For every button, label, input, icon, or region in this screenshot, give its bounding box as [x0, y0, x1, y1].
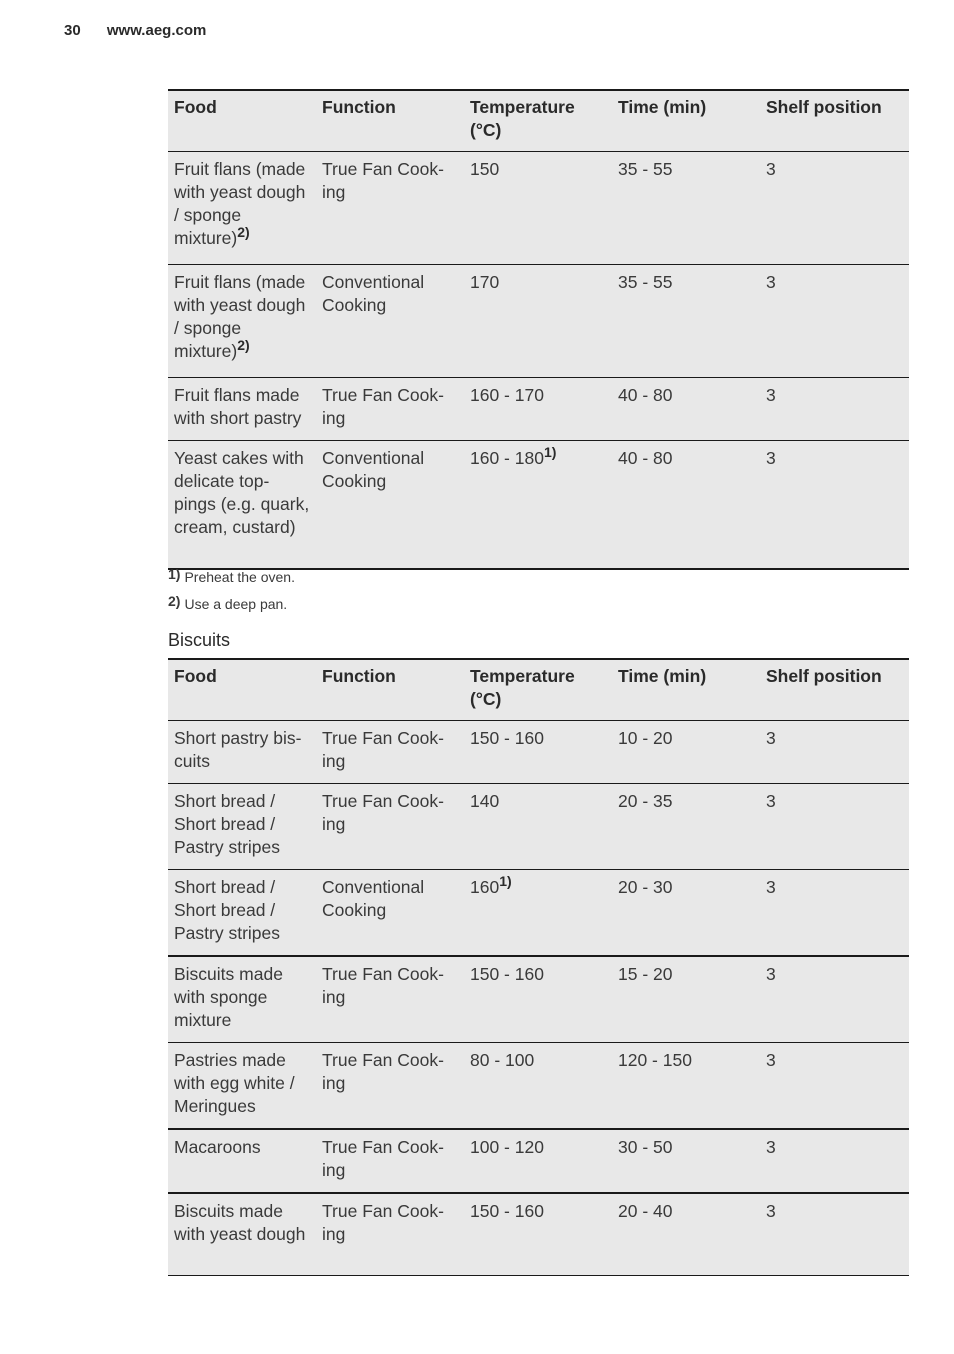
table-row [168, 870, 909, 957]
cell-shelf: 3 [766, 448, 776, 468]
cell-temperature: 170 [470, 272, 500, 292]
cell-food: Yeast cakes with delicate top-pings (e.g. quark, cream, custard) [174, 448, 310, 537]
table-row [168, 784, 909, 870]
table-row [168, 152, 909, 265]
cell-shelf: 3 [766, 964, 776, 984]
col-time: Time (min) [618, 666, 707, 686]
table-row [168, 721, 909, 784]
cell-food: Fruit flans made with short pastry [174, 385, 302, 428]
footnote-2: 2) Use a deep pan. [168, 593, 288, 612]
cell-shelf: 3 [766, 385, 776, 405]
footnote-1: 1) Preheat the oven. [168, 566, 295, 585]
cell-food: Short bread / Short bread / Pastry stripes [174, 791, 280, 857]
cell-time: 40 - 80 [618, 448, 673, 468]
cell-shelf: 3 [766, 728, 776, 748]
cell-temperature: 150 [470, 159, 500, 179]
table-header-row [168, 659, 909, 721]
cell-time: 20 - 40 [618, 1201, 673, 1221]
col-temperature: Temperature (°C) [470, 666, 575, 709]
cell-function: True Fan Cook-ing [322, 1137, 444, 1180]
table-row [168, 265, 909, 378]
cell-temperature: 80 - 100 [470, 1050, 535, 1070]
cell-shelf: 3 [766, 272, 776, 292]
table-header-row [168, 90, 909, 152]
cell-temperature: 100 - 120 [470, 1137, 544, 1157]
cell-temperature: 160$^{1)}$ [470, 873, 512, 897]
col-temperature: Temperature (°C) [470, 97, 575, 140]
cell-function: Conventional Cooking [322, 448, 425, 491]
col-shelf: Shelf position [766, 666, 882, 686]
cell-function: True Fan Cook-ing [322, 159, 444, 202]
cell-function: True Fan Cook-ing [322, 791, 444, 834]
col-time: Time (min) [618, 97, 707, 117]
cell-function: True Fan Cook-ing [322, 1201, 444, 1244]
page-header [64, 22, 206, 39]
cell-function: True Fan Cook-ing [322, 385, 444, 428]
table-row [168, 1129, 909, 1193]
cell-shelf: 3 [766, 877, 776, 897]
cell-time: 20 - 35 [618, 791, 673, 811]
cell-temperature: 150 - 160 [470, 728, 544, 748]
table-row [168, 1043, 909, 1130]
cell-food: Short bread / Short bread / Pastry stripes [174, 877, 280, 943]
cell-shelf: 3 [766, 1050, 776, 1070]
cell-function: Conventional Cooking [322, 272, 425, 315]
cell-function: True Fan Cook-ing [322, 964, 444, 1007]
section-title: Biscuits [168, 630, 231, 650]
cell-time: 35 - 55 [618, 272, 673, 292]
cell-temperature: 150 - 160 [470, 964, 544, 984]
cell-time: 10 - 20 [618, 728, 673, 748]
col-food: Food [174, 97, 217, 117]
footnote-ref: 1) [499, 873, 512, 889]
cell-food: Pastries made with egg white / Meringues [174, 1050, 295, 1116]
table-row [168, 956, 909, 1043]
cell-shelf: 3 [766, 1137, 776, 1157]
col-shelf: Shelf position [766, 97, 882, 117]
footnote-ref: 1) [543, 444, 557, 460]
col-function: Function [322, 666, 396, 686]
biscuits-table [168, 658, 909, 1276]
cell-time: 35 - 55 [618, 159, 673, 179]
cell-time: 40 - 80 [618, 385, 673, 405]
cell-time: 20 - 30 [618, 877, 673, 897]
cell-function: Conventional Cooking [322, 877, 425, 920]
cell-food: Macaroons [174, 1137, 261, 1157]
cell-food: Biscuits made with yeast dough [174, 1201, 306, 1244]
page-number: 30 [64, 22, 81, 39]
cell-time: 30 - 50 [618, 1137, 673, 1157]
footnotes [168, 566, 295, 620]
cell-temperature: 160 - 180$^{1)}$ [470, 444, 557, 468]
cakes-table [168, 89, 909, 570]
cell-shelf: 3 [766, 791, 776, 811]
table-row [168, 378, 909, 441]
cell-shelf: 3 [766, 1201, 776, 1221]
cell-time: 15 - 20 [618, 964, 673, 984]
col-food: Food [174, 666, 217, 686]
cell-temperature: 160 - 170 [470, 385, 544, 405]
site-url[interactable]: www.aeg.com [106, 22, 207, 39]
cell-food: Fruit flans (made with yeast dough / sponge mixture)$^{2)}$ [174, 272, 306, 361]
cell-function: True Fan Cook-ing [322, 728, 444, 771]
cell-food: Fruit flans (made with yeast dough / sponge mixture)$^{2)}$ [174, 159, 306, 248]
cell-function: True Fan Cook-ing [322, 1050, 444, 1093]
cell-temperature: 150 - 160 [470, 1201, 544, 1221]
footnote-ref: 2) [237, 224, 250, 240]
cell-food: Short pastry bis-cuits [174, 728, 302, 771]
cell-shelf: 3 [766, 159, 776, 179]
footnote-ref: 2) [237, 337, 250, 353]
col-function: Function [322, 97, 396, 117]
table-row [168, 1193, 909, 1275]
cell-food: Biscuits made with sponge mixture [174, 964, 283, 1030]
cell-temperature: 140 [470, 791, 500, 811]
cell-time: 120 - 150 [618, 1050, 692, 1070]
table-row [168, 441, 909, 569]
